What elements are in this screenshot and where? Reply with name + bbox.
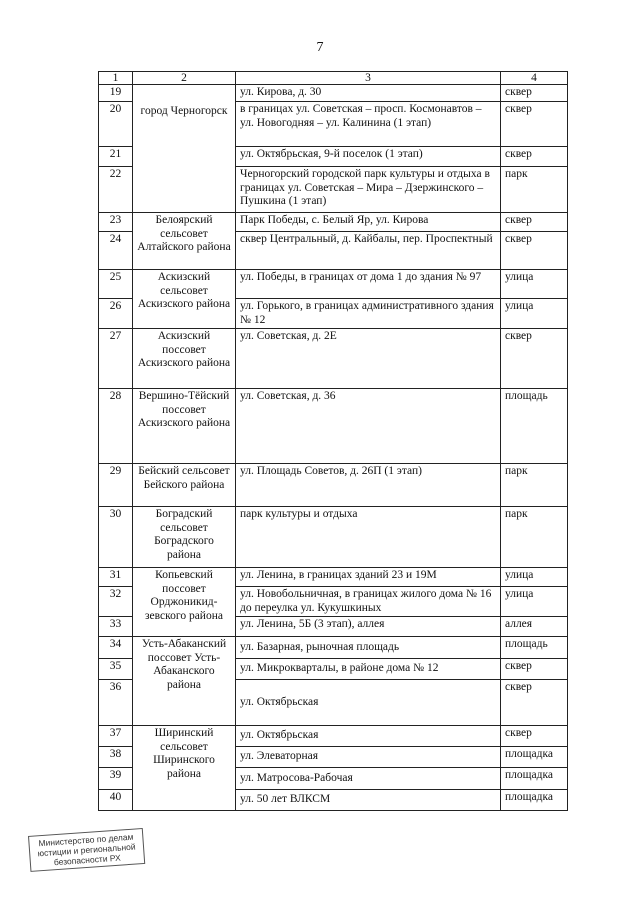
- address-cell: ул. Октябрьская: [236, 726, 501, 747]
- header-col-1: 1: [99, 72, 133, 85]
- row-number: 22: [99, 167, 133, 213]
- row-number: 21: [99, 147, 133, 167]
- address-cell: ул. Базарная, рыночная площадь: [236, 637, 501, 659]
- object-type-cell: площадка: [501, 790, 568, 811]
- object-type-cell: парк: [501, 507, 568, 568]
- address-text: ул. Октябрьская, 9-й поселок (1 этап): [240, 148, 423, 160]
- object-type-cell: улица: [501, 587, 568, 617]
- row-number: 31: [99, 568, 133, 587]
- object-type-cell: улица: [501, 270, 568, 299]
- address-cell: ул. Советская, д. 2Е: [236, 329, 501, 389]
- object-type-cell: сквер: [501, 680, 568, 726]
- address-cell: ул. Ленина, 5Б (3 этап), аллея: [236, 617, 501, 637]
- address-cell: ул. Микрокварталы, в районе дома № 12: [236, 659, 501, 680]
- row-number: 30: [99, 507, 133, 568]
- header-col-3: 3: [236, 72, 501, 85]
- row-number: 39: [99, 768, 133, 790]
- row-number: 32: [99, 587, 133, 617]
- object-type-cell: площадь: [501, 389, 568, 464]
- address-cell: в границах ул. Советская – просп. Космонавтов – ул. Новогодняя – ул. Калинина (1 этап): [236, 102, 501, 147]
- object-type-cell: сквер: [501, 147, 568, 167]
- ministry-stamp: Министерство по делам юстиции и региональной безопасности РХ: [28, 828, 145, 872]
- table-row: [99, 726, 568, 747]
- header-col-2: 2: [133, 72, 236, 85]
- address-cell: парк культуры и отдыха: [236, 507, 501, 568]
- object-type-cell: площадка: [501, 747, 568, 768]
- address-cell: Парк Победы, с. Белый Яр, ул. Кирова: [236, 213, 501, 232]
- address-cell: ул. Кирова, д. 30: [236, 85, 501, 102]
- table-row: [99, 637, 568, 659]
- region-cell: Ширинский сельсовет Ширинского района: [133, 726, 236, 811]
- object-type-cell: сквер: [501, 102, 568, 147]
- row-number: 27: [99, 329, 133, 389]
- region-cell: Бейский сельсовет Бейского района: [133, 464, 236, 507]
- object-type-cell: улица: [501, 299, 568, 329]
- table-row: [99, 85, 568, 102]
- row-number: 38: [99, 747, 133, 768]
- row-number: 20: [99, 102, 133, 147]
- row-number: 23: [99, 213, 133, 232]
- object-type-cell: площадь: [501, 637, 568, 659]
- object-type-cell: сквер: [501, 232, 568, 270]
- object-type-cell: аллея: [501, 617, 568, 637]
- row-number: 19: [99, 85, 133, 102]
- region-cell: Аскизский поссовет Аскизского района: [133, 329, 236, 389]
- object-type-cell: площадка: [501, 768, 568, 790]
- row-number: 40: [99, 790, 133, 811]
- page-number: 7: [316, 40, 324, 55]
- region-cell: Копьевский поссовет Орджоникид-зевского района: [133, 568, 236, 637]
- row-number: 25: [99, 270, 133, 299]
- table-row: [99, 507, 568, 568]
- address-cell: Черногорский городской парк культуры и отдыха в границах ул. Советская – Мира – Дзержинского – Пушкина (1 этап): [236, 167, 501, 213]
- table-row: [99, 270, 568, 299]
- object-type-cell: сквер: [501, 659, 568, 680]
- row-number: 26: [99, 299, 133, 329]
- row-number: 36: [99, 680, 133, 726]
- address-cell: ул. Ленина, в границах зданий 23 и 19М: [236, 568, 501, 587]
- region-cell: город Черногорск: [133, 85, 236, 213]
- table-row: [99, 464, 568, 507]
- table-row: [99, 213, 568, 232]
- row-number: 37: [99, 726, 133, 747]
- object-type-cell: сквер: [501, 213, 568, 232]
- row-number: 35: [99, 659, 133, 680]
- row-number: 33: [99, 617, 133, 637]
- address-cell: ул. Матросова-Рабочая: [236, 768, 501, 790]
- address-cell: ул. Советская, д. 36: [236, 389, 501, 464]
- object-type-cell: парк: [501, 167, 568, 213]
- object-type-cell: сквер: [501, 329, 568, 389]
- region-cell: Аскизский сельсовет Аскизского района: [133, 270, 236, 329]
- table-row: [99, 568, 568, 587]
- table-header-row: [99, 72, 568, 85]
- region-cell: Боградский сельсовет Боградского района: [133, 507, 236, 568]
- table-row: [99, 389, 568, 464]
- table-row: [99, 329, 568, 389]
- address-cell: [236, 147, 501, 167]
- address-cell: ул. Победы, в границах от дома 1 до здания № 97: [236, 270, 501, 299]
- object-type-cell: сквер: [501, 85, 568, 102]
- region-cell: Вершино-Тёйский поссовет Аскизского района: [133, 389, 236, 464]
- object-type-cell: улица: [501, 568, 568, 587]
- address-cell: сквер Центральный, д. Кайбалы, пер. Проспектный: [236, 232, 501, 270]
- address-cell: ул. Новобольничная, в границах жилого дома № 16 до переулка ул. Кукушкиных: [236, 587, 501, 617]
- row-number: 29: [99, 464, 133, 507]
- address-cell: ул. Площадь Советов, д. 26П (1 этап): [236, 464, 501, 507]
- row-number: 34: [99, 637, 133, 659]
- header-col-4: 4: [501, 72, 568, 85]
- row-number: 28: [99, 389, 133, 464]
- objects-table: [98, 71, 568, 811]
- address-cell: ул. Горького, в границах административного здания № 12: [236, 299, 501, 329]
- region-cell: Усть-Абаканский поссовет Усть-Абаканского района: [133, 637, 236, 726]
- region-cell: Белоярский сельсовет Алтайского района: [133, 213, 236, 270]
- object-type-cell: сквер: [501, 726, 568, 747]
- object-type-cell: парк: [501, 464, 568, 507]
- address-cell: ул. Октябрьская: [236, 680, 501, 726]
- row-number: 24: [99, 232, 133, 270]
- address-cell: ул. 50 лет ВЛКСМ: [236, 790, 501, 811]
- address-cell: ул. Элеваторная: [236, 747, 501, 768]
